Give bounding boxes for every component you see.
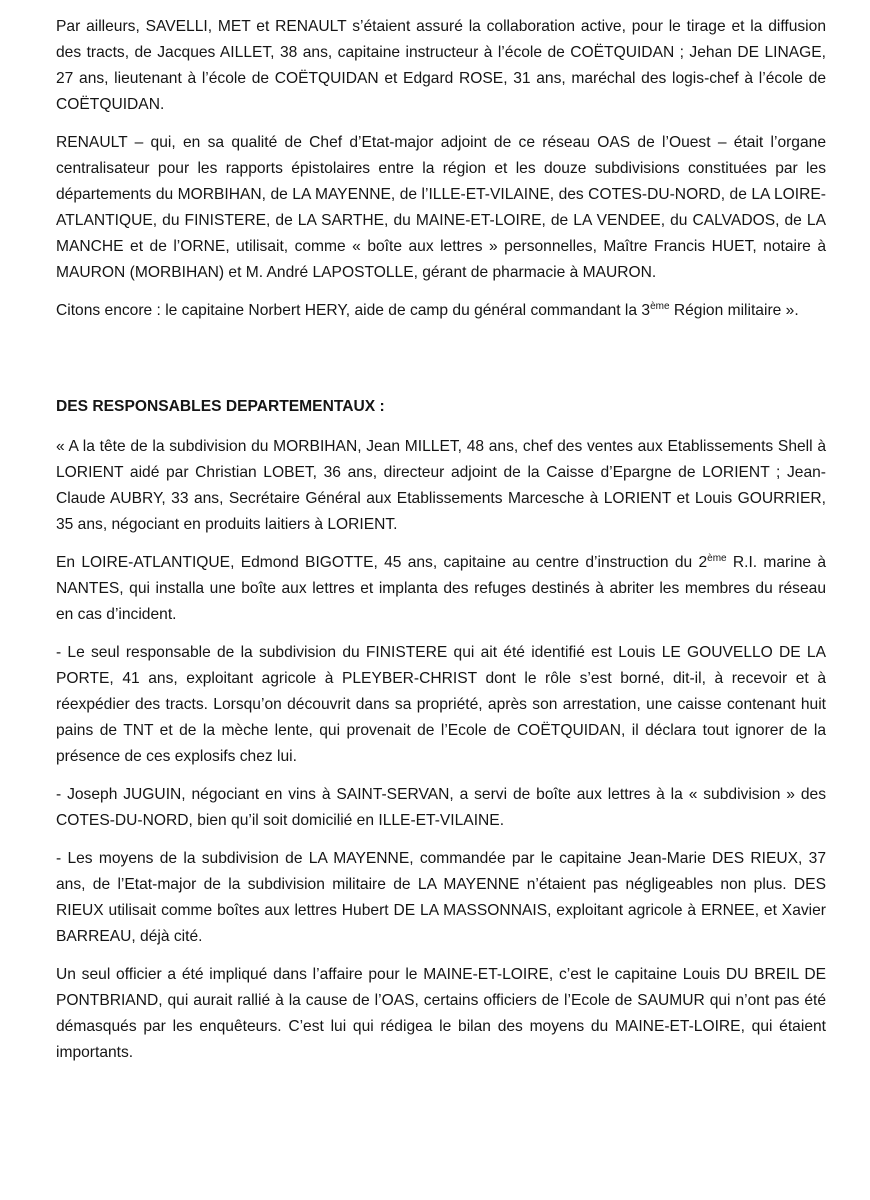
ordinal-superscript: ème (650, 300, 670, 312)
paragraph-loire-atlantique (56, 550, 826, 628)
paragraph-renault: RENAULT – qui, en sa qualité de Chef d’Etat-major adjoint de ce réseau OAS de l’Ouest – était l’organe centralisateur pour les rapports épistolaires entre la région et les douze subdivisions constituées par les départements du MORBIHAN, de LA MAYENNE, de l’ILLE-ET-VILAINE, des COTES-DU-NORD, de LA LOIRE-ATLANTIQUE, du FINISTERE, de LA SARTHE, du MAINE-ET-LOIRE, de LA VENDEE, du CALVADOS, de LA MANCHE et de l’ORNE, utilisait, comme « boîte aux lettres » personnelles, Maître Francis HUET, notaire à MAURON (MORBIHAN) et M. André LAPOSTOLLE, gérant de pharmacie à MAURON. (56, 134, 826, 281)
paragraph-mayenne: - Les moyens de la subdivision de LA MAYENNE, commandée par le capitaine Jean-Marie DES RIEUX, 37 ans, de l’Etat-major de la subdivision militaire de LA MAYENNE n’étaient pas négligeables non plus. DES RIEUX utilisait comme boîtes aux lettres Hubert DE LA MASSONNAIS, exploitant agricole à ERNEE, et Xavier BARREAU, déjà cité. (56, 850, 826, 945)
paragraph-finistere: - Le seul responsable de la subdivision du FINISTERE qui ait été identifié est Louis LE GOUVELLO DE LA PORTE, 41 ans, exploitant agricole à PLEYBER-CHRIST dont le rôle s’est borné, dit-il, à recevoir et à réexpédier des tracts. Lorsqu’on découvrit dans sa propriété, après son arrestation, une caisse contenant huit pains de TNT et de la mèche lente, qui provenait de l’Ecole de COËTQUIDAN, il déclara tout ignorer de la présence de ces explosifs chez lui. (56, 644, 826, 765)
paragraph-hery-text: Citons encore : le capitaine Norbert HERY, aide de camp du général commandant la 3 (56, 302, 651, 319)
ordinal-superscript: ème (707, 552, 727, 564)
paragraph-loire-atlantique-text-end: R.I. marine à NANTES, qui installa une boîte aux lettres et implanta des refuges destinés à abriter les membres du réseau en cas d’incident. (56, 554, 827, 623)
paragraph-morbihan: « A la tête de la subdivision du MORBIHAN, Jean MILLET, 48 ans, chef des ventes aux Etablissements Shell à LORIENT aidé par Christian LOBET, 36 ans, directeur adjoint de la Caisse d’Epargne de LORIENT ; Jean-Claude AUBRY, 33 ans, Secrétaire Général aux Etablissements Marcesche à LORIENT et Louis GOURRIER, 35 ans, négociant en produits laitiers à LORIENT. (56, 438, 826, 533)
section-heading: DES RESPONSABLES DEPARTEMENTAUX : (56, 398, 385, 415)
paragraph-hery-text-end: Région militaire ». (669, 302, 799, 319)
paragraph-loire-atlantique-text: En LOIRE-ATLANTIQUE, Edmond BIGOTTE, 45 ans, capitaine au centre d’instruction du 2 (56, 554, 708, 571)
paragraph-collaborators: Par ailleurs, SAVELLI, MET et RENAULT s’étaient assuré la collaboration active, pour le tirage et la diffusion des tracts, de Jacques AILLET, 38 ans, capitaine instructeur à l’école de COËTQUIDAN ; Jehan DE LINAGE, 27 ans, lieutenant à l’école de COËTQUIDAN et Edgard ROSE, 31 ans, maréchal des logis-chef à l’école de COËTQUIDAN. (56, 18, 826, 113)
paragraph-hery (56, 298, 826, 324)
paragraph-cotes-du-nord: - Joseph JUGUIN, négociant en vins à SAINT-SERVAN, a servi de boîte aux lettres à la « subdivision » des COTES-DU-NORD, bien qu’il soit domicilié en ILLE-ET-VILAINE. (56, 786, 826, 829)
paragraph-maine-et-loire: Un seul officier a été impliqué dans l’affaire pour le MAINE-ET-LOIRE, c’est le capitaine Louis DU BREIL DE PONTBRIAND, qui aurait rallié à la cause de l’OAS, certains officiers de l’Ecole de SAUMUR qui n’ont pas été démasqués par les enquêteurs. C’est lui qui rédigea le bilan des moyens du MAINE-ET-LOIRE, qui étaient importants. (56, 966, 826, 1061)
